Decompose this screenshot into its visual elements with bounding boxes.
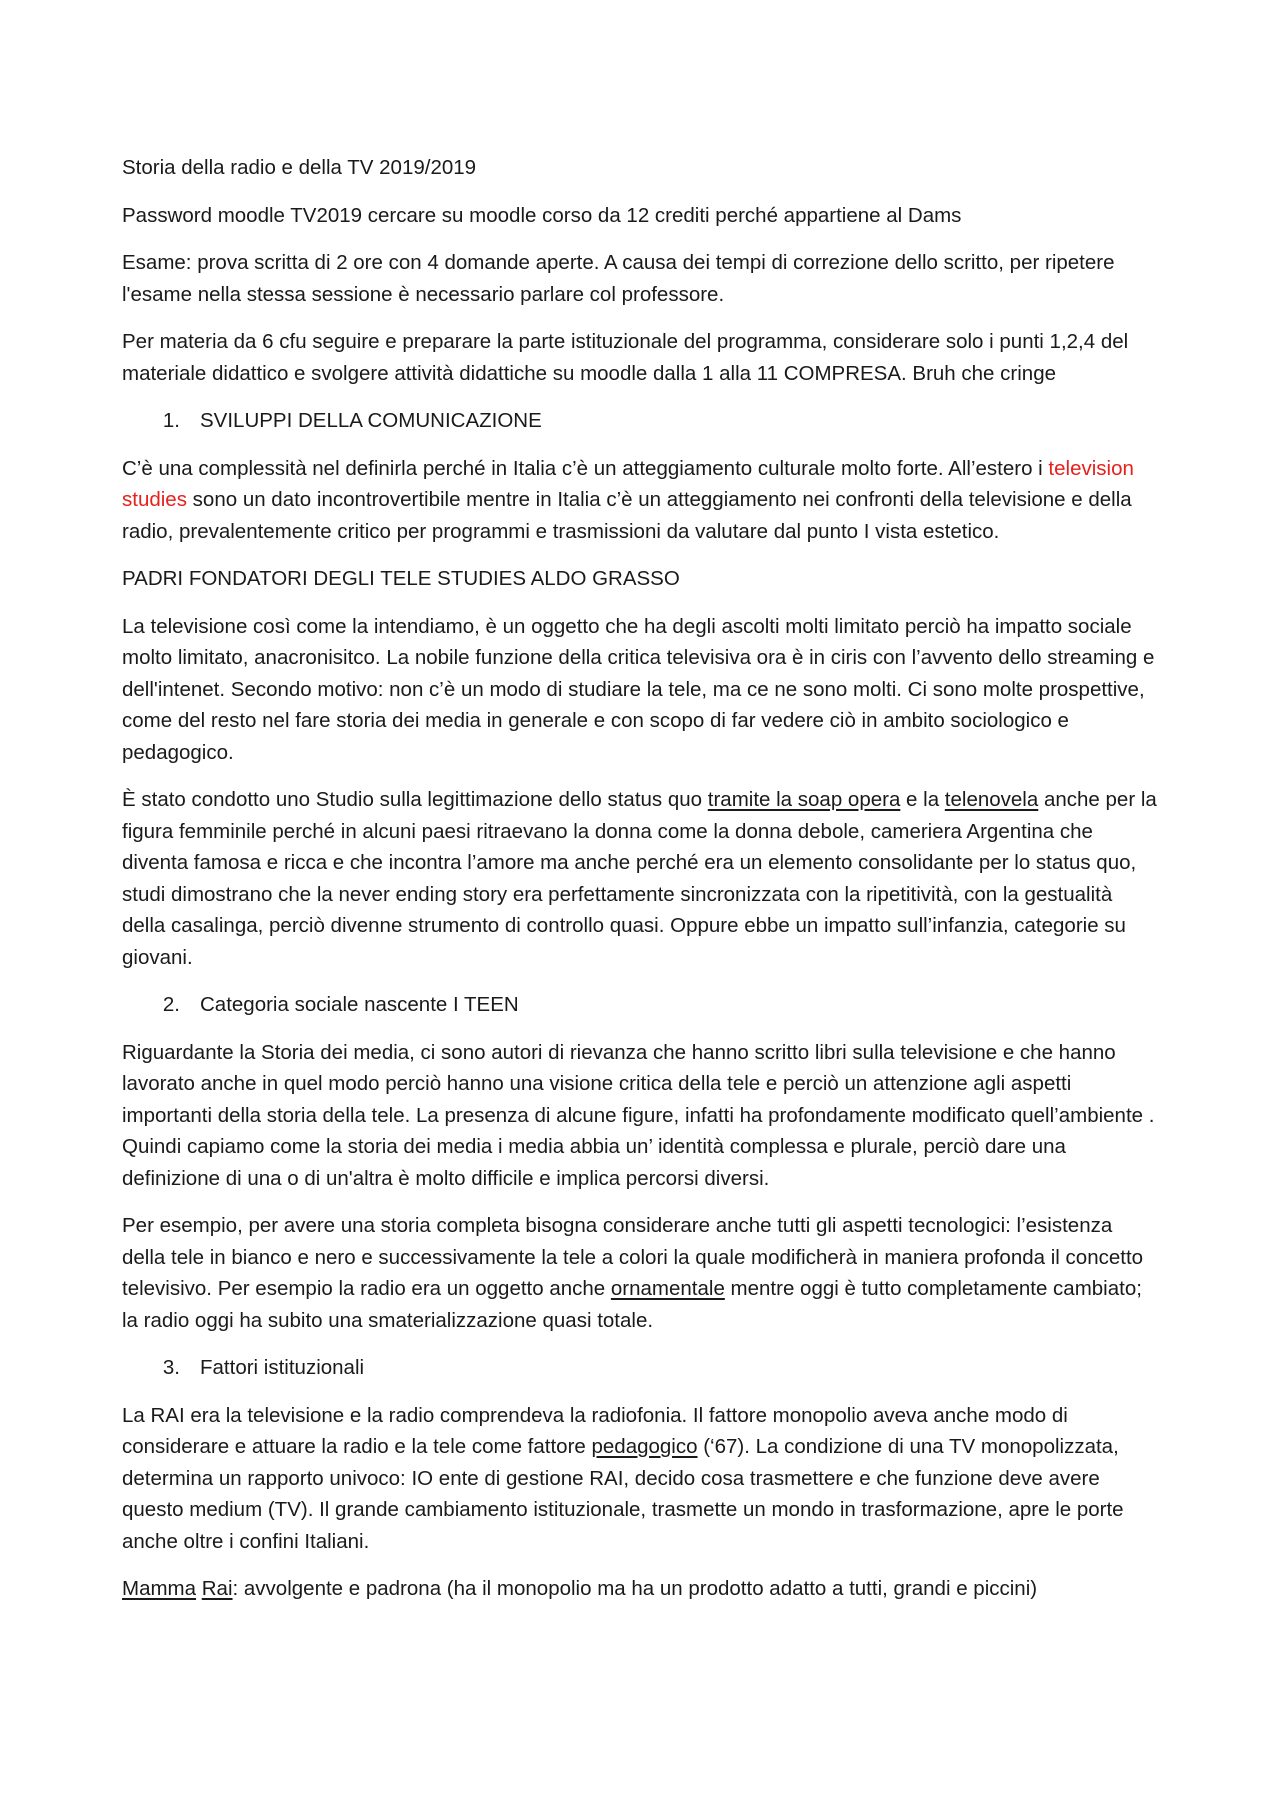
text-run: mentre oggi è tutto completamente cambiato; la radio oggi ha subito una smaterializzazione quasi totale. — [122, 1277, 1142, 1332]
section-heading-3 — [122, 1352, 1160, 1384]
paragraph-televisione: La televisione così come la intendiamo, è un oggetto che ha degli ascolti molti limitato perciò ha impatto sociale molto limitato, anacronisitco. La nobile funzione della critica televisiva ora è in ciris con l’avvento dello streaming e dell'intenet. Secondo motivo: non c’è un modo di studiare la tele, ma ce ne sono molti. Ci sono molte prospettive, come del resto nel fare storia dei media in generale e con scopo di far vedere ciò in ambito sociologico e pedagogico. — [122, 614, 1155, 764]
text-run: : avvolgente e padrona (ha il monopolio ma ha un prodotto adatto a tutti, grandi e piccini) — [232, 1577, 1038, 1600]
text-run: anche per la figura femminile perché in alcuni paesi ritraevano la donna come la donna debole, cameriera Argentina che diventa famosa e ricca e che incontra l’amore ma anche perché era un elemento consolidante per lo status quo, studi dimostrano che la never ending story era perfettamente sincronizzata con la ripetitività, con la gestualità della casalinga, perciò divenne strumento di controllo quasi. Oppure ebbe un impatto sull’infanzia, categorie su giovani. — [122, 788, 1157, 969]
list-number: 2. — [162, 993, 180, 1016]
text-run: sono un dato incontrovertibile mentre in Italia c’è un atteggiamento nei confronti della televisione e della radio, prevalentemente critico per programmi e trasmissioni da valutare dal punto I vista estetico. — [122, 488, 1132, 543]
text-run: Quindi capiamo come la storia dei media i media abbia un’ identità complessa e plurale, perciò dare una definizione di una o di un'altra è molto difficile e implica percorsi diversi. — [122, 1135, 1066, 1190]
paragraph-password: Password moodle TV2019 cercare su moodle corso da 12 crediti perché appartiene al Dams — [122, 203, 962, 227]
underlined-text: telenovela — [944, 788, 1039, 811]
text-run: C’è una complessità nel definirla perché in Italia c’è un atteggiamento culturale molto forte. All’estero i — [122, 456, 1049, 480]
underlined-text: pedagogico — [591, 1435, 698, 1458]
underlined-text: tramite la soap opera — [707, 788, 901, 811]
paragraph-esempio — [122, 1210, 1160, 1336]
text-run: e la — [900, 788, 945, 811]
paragraph-studio — [122, 784, 1160, 973]
section-title: SVILUPPI DELLA COMUNICAZIONE — [200, 409, 542, 432]
paragraph-mamma-rai — [122, 1573, 1160, 1605]
section-title: Fattori istituzionali — [200, 1356, 365, 1379]
paragraph-padri: PADRI FONDATORI DEGLI TELE STUDIES ALDO GRASSO — [122, 567, 680, 590]
doc-title: Storia della radio e della TV 2019/2019 — [122, 156, 477, 179]
paragraph-riguardante — [122, 1037, 1160, 1195]
paragraph-exam: Esame: prova scritta di 2 ore con 4 domande aperte. A causa dei tempi di correzione dello scritto, per ripetere l'esame nella stessa sessione è necessario parlare col professore. — [122, 251, 1115, 306]
text-run: La RAI era la televisione e la radio comprendeva la radiofonia. Il fattore monopolio aveva anche modo di considerare e attuare la radio e la tele come fattore — [122, 1403, 1068, 1458]
text-run: Riguardante la Storia dei media, ci sono autori di rievanza che hanno scritto libri sulla televisione e che hanno lavorato anche in quel modo perciò hanno una visione critica della tele e perciò un attenzione agli aspetti importanti della storia della tele. La presenza di alcune figure, infatti ha profondamente modificato quell’ambiente . — [122, 1040, 1155, 1127]
text-run: Per esempio, per avere una storia completa bisogna considerare anche tutti gli aspetti tecnologici: l’esistenza della tele in bianco e nero e successivamente la tele a colori la quale modificherà in maniera profonda il concetto televisivo. Per esempio la radio era un oggetto anche — [122, 1214, 1144, 1300]
section-heading-2 — [122, 989, 1160, 1021]
underlined-text: Rai — [201, 1577, 233, 1600]
section-title: Categoria sociale nascente I TEEN — [200, 993, 519, 1016]
section-heading-1 — [122, 405, 1160, 437]
text-run: È stato condotto uno Studio sulla legittimazione dello status quo — [122, 788, 708, 811]
paragraph-materia: Per materia da 6 cfu seguire e preparare la parte istituzionale del programma, considerare solo i punti 1,2,4 del materiale didattico e svolgere attività didattiche su moodle dalla 1 alla 11 COMPRESA. Bruh che cringe — [122, 330, 1129, 385]
highlight-red-text: television studies — [122, 456, 1134, 511]
underlined-text: ornamentale — [610, 1277, 725, 1300]
text-run: (‘67). La condizione di una TV monopolizzata, determina un rapporto univoco: IO ente di gestione RAI, decido cosa trasmettere e che funzione deve avere questo medium (TV). Il grande cambiamento istituzionale, trasmette un mondo in trasformazione, apre le porte anche oltre i confini Italiani. — [122, 1435, 1124, 1553]
paragraph-rai — [122, 1400, 1160, 1558]
underlined-text: Mamma — [122, 1577, 197, 1600]
list-number: 3. — [162, 1356, 180, 1379]
paragraph-complessita — [122, 453, 1160, 548]
list-number: 1. — [162, 409, 180, 432]
